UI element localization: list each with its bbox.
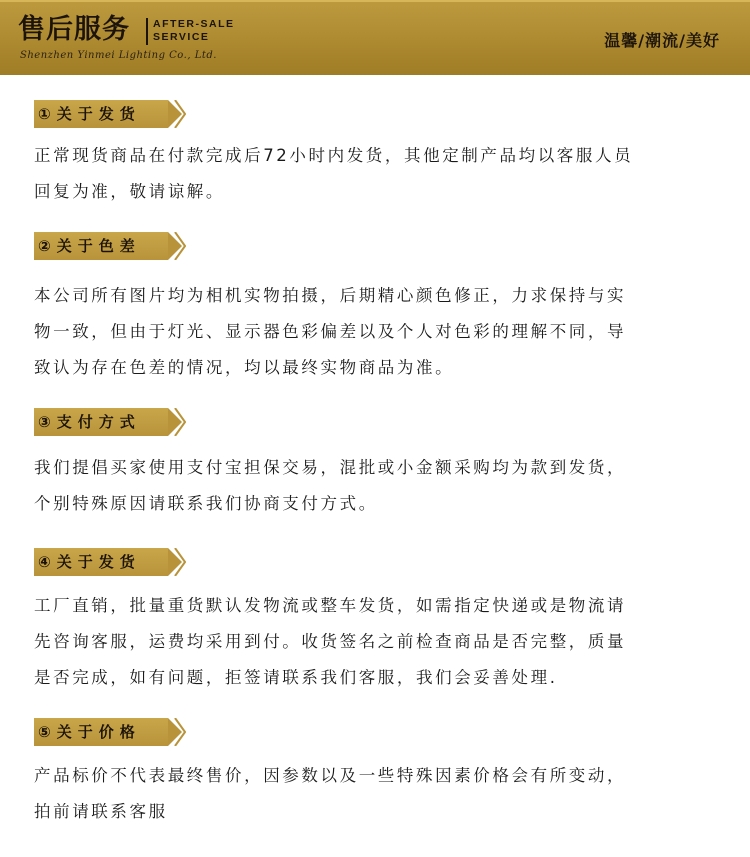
paragraph-line: 我们提倡买家使用支付宝担保交易，混批或小金额采购均为款到发货， [34,458,627,477]
section-tag [34,718,186,746]
section-paragraph [34,758,724,830]
section-tag [34,548,186,576]
section-tag-text: ⑤关于价格 [38,723,141,741]
paragraph-line: 工厂直销，批量重货默认发物流或整车发货，如需指定快递或是物流请 [34,596,627,615]
paragraph-line: 个别特殊原因请联系我们协商支付方式。 [34,494,378,513]
section-tag-text: ④关于发货 [38,553,141,571]
paragraph-line: 拍前请联系客服 [34,802,168,821]
section-tag-text: ③支付方式 [38,413,141,431]
section-tag-text: ②关于色差 [38,237,141,255]
tag-arrow-outline [174,232,186,260]
company-name: Shenzhen Yinmei Lighting Co., Ltd. [20,50,217,61]
brand-title: 售后服务 [18,14,130,45]
header-banner [0,0,750,75]
section-paragraph [34,588,724,696]
tag-arrow-outline [174,408,186,436]
section-tag [34,100,186,128]
brand-divider [146,18,148,45]
paragraph-line: 回复为准，敬请谅解。 [34,182,225,201]
section-tag-text: ①关于发货 [38,105,141,123]
header-top-line [0,0,750,2]
paragraph-line: 致认为存在色差的情况，均以最终实物商品为准。 [34,358,455,377]
brand-english [153,18,243,44]
paragraph-line: 先咨询客服，运费均采用到付。收货签名之前检查商品是否完整，质量 [34,632,627,651]
section-tag [34,232,186,260]
tag-arrow-outline [174,548,186,576]
brand-english-line1: AFTER-SALE [153,18,235,30]
paragraph-line: 正常现货商品在付款完成后72小时内发货，其他定制产品均以客服人员 [34,146,634,165]
slogan: 温馨/潮流/美好 [604,31,720,50]
brand-english-line2: SERVICE [153,31,210,43]
section-tag [34,408,186,436]
paragraph-line: 产品标价不代表最终售价，因参数以及一些特殊因素价格会有所变动， [34,766,627,785]
paragraph-line: 是否完成，如有问题，拒签请联系我们客服，我们会妥善处理. [34,668,558,687]
section-paragraph [34,278,724,386]
paragraph-line: 物一致，但由于灯光、显示器色彩偏差以及个人对色彩的理解不同，导 [34,322,627,341]
section-paragraph [34,450,724,522]
tag-arrow-outline [174,100,186,128]
section-paragraph [34,138,724,210]
tag-arrow-outline [174,718,186,746]
paragraph-line: 本公司所有图片均为相机实物拍摄，后期精心颜色修正，力求保持与实 [34,286,627,305]
